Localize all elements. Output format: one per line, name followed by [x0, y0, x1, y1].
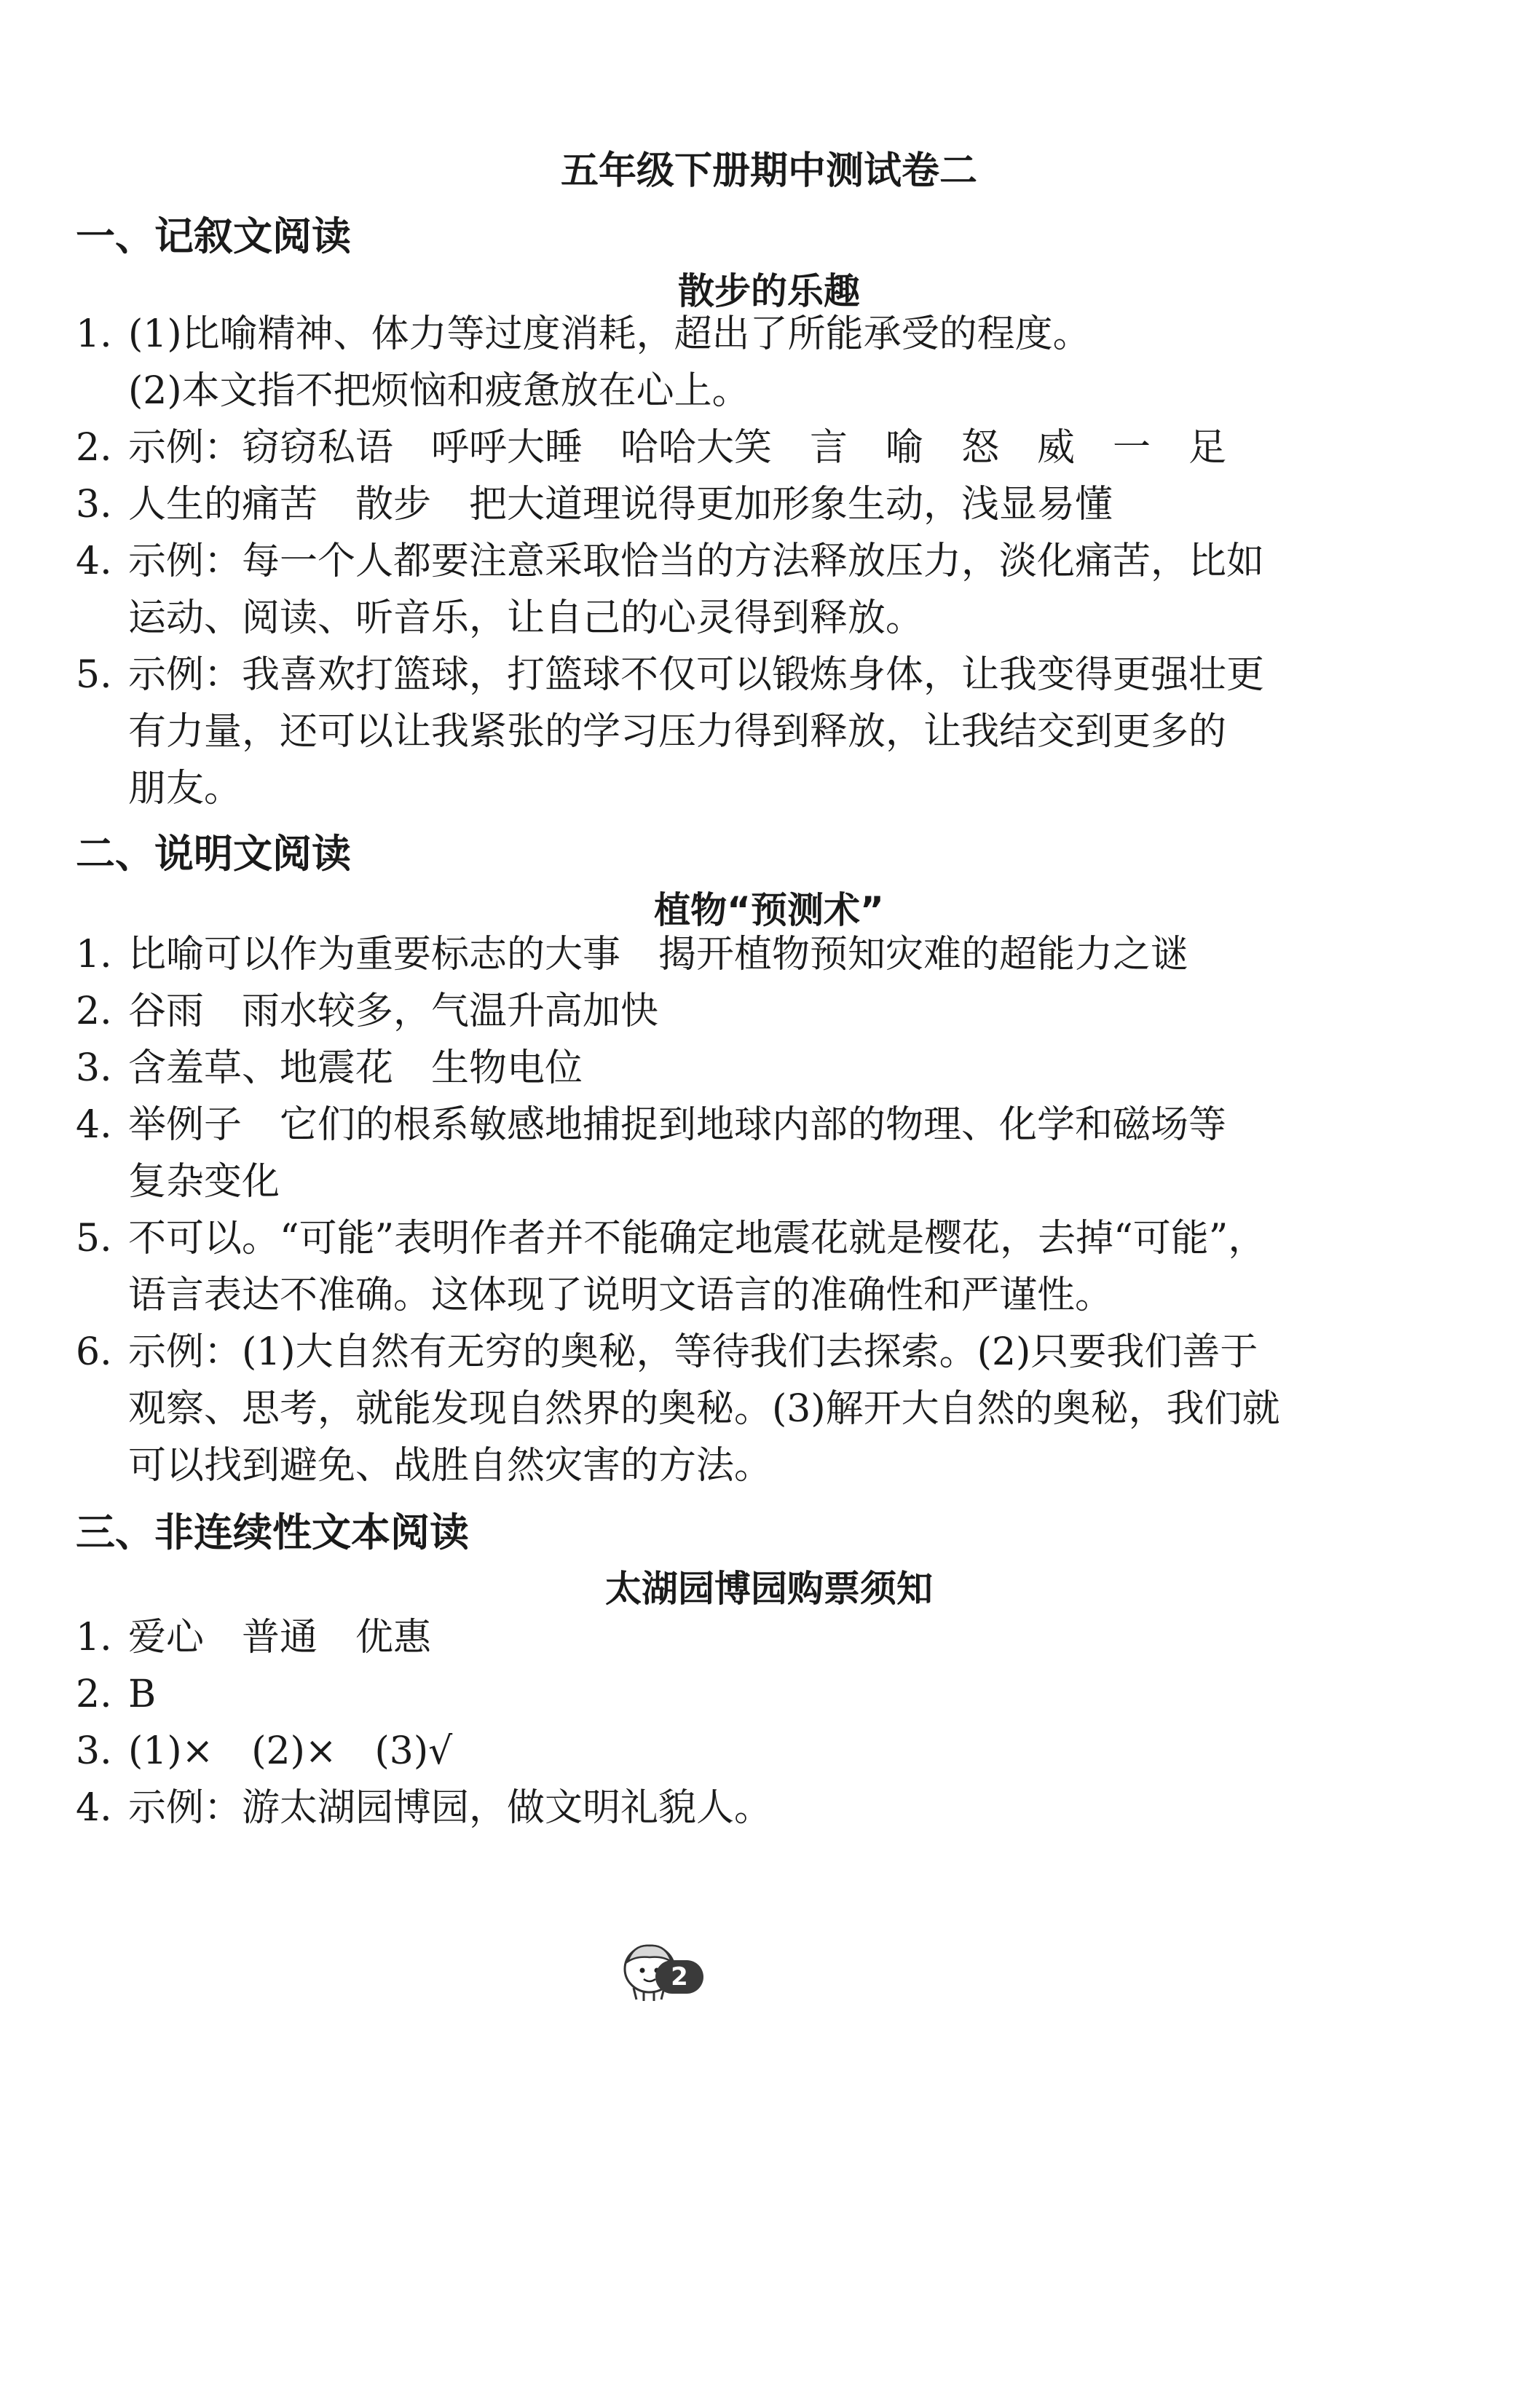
answer-number: 3. — [76, 1729, 112, 1773]
answer-item — [76, 926, 1328, 983]
answer-line: 人生的痛苦 散步 把大道理说得更加形象生动，浅显易懂 — [128, 483, 1113, 526]
answer-item — [76, 1666, 1328, 1723]
section-subtitle-noncontinuous: 太湖园博园购票须知 — [605, 1568, 933, 1610]
answer-item — [76, 1723, 1328, 1780]
answer-line: (2)本文指不把烦恼和疲惫放在心上。 — [128, 369, 750, 413]
answer-number: 2. — [76, 426, 112, 470]
answer-line: 示例：我喜欢打篮球，打篮球不仅可以锻炼身体，让我变得更强壮更 — [128, 653, 1265, 697]
answer-number: 2. — [76, 990, 112, 1033]
answer-number: 1. — [76, 312, 112, 356]
answer-line: 示例：每一个人都要注意采取恰当的方法释放压力，淡化痛苦，比如 — [128, 540, 1265, 583]
answer-line: 示例：(1)大自然有无穷的奥秘，等待我们去探索。(2)只要我们善于 — [128, 1330, 1258, 1374]
answer-line: 语言表达不准确。这体现了说明文语言的准确性和严谨性。 — [128, 1274, 1113, 1317]
answer-item — [76, 533, 1328, 647]
answer-line: 可以找到避免、战胜自然灾害的方法。 — [128, 1444, 773, 1488]
answer-line: 爱心 普通 优惠 — [128, 1616, 432, 1659]
answer-number: 1. — [76, 1616, 112, 1659]
answer-item — [76, 1324, 1328, 1494]
answer-line: 复杂变化 — [128, 1160, 280, 1204]
answer-number: 3. — [76, 483, 112, 526]
answer-item — [76, 1780, 1328, 1836]
answer-line: (1)× (2)× (3)√ — [128, 1729, 453, 1773]
answer-line: 举例子 它们的根系敏感地捕捉到地球内部的物理、化学和磁场等 — [128, 1103, 1227, 1147]
answer-line: 不可以。“可能”表明作者并不能确定地震花就是樱花，去掉“可能”， — [128, 1217, 1266, 1260]
answer-number: 1. — [76, 933, 112, 976]
answer-line: B — [128, 1673, 157, 1716]
answer-number: 5. — [76, 1217, 112, 1260]
section-heading-noncontinuous: 三、非连续性文本阅读 — [76, 1509, 469, 1555]
answer-item — [76, 476, 1328, 533]
answer-line: 观察、思考，就能发现自然界的奥秘。(3)解开大自然的奥秘，我们就 — [128, 1387, 1280, 1431]
answer-line: 有力量，还可以让我紧张的学习压力得到释放，让我结交到更多的 — [128, 710, 1227, 754]
answer-line: 比喻可以作为重要标志的大事 揭开植物预知灾难的超能力之谜 — [128, 933, 1189, 976]
answer-number: 6. — [76, 1330, 112, 1374]
answer-number: 3. — [76, 1046, 112, 1090]
answer-line: 示例：游太湖园博园，做文明礼貌人。 — [128, 1786, 773, 1830]
answer-number: 4. — [76, 540, 112, 583]
section-subtitle-narrative: 散步的乐趣 — [678, 270, 860, 312]
answer-line: 谷雨 雨水较多，气温升高加快 — [128, 990, 659, 1033]
answer-item — [76, 306, 1328, 419]
answer-item — [76, 647, 1328, 817]
answer-number: 2. — [76, 1673, 112, 1716]
answer-number: 4. — [76, 1103, 112, 1147]
page-number-badge: 2 — [655, 1960, 703, 1994]
answer-line: 含羞草、地震花 生物电位 — [128, 1046, 583, 1090]
section-heading-expository: 二、说明文阅读 — [76, 831, 351, 877]
answer-number: 5. — [76, 653, 112, 697]
answer-line: 示例：窃窃私语 呼呼大睡 哈哈大笑 言 喻 怒 威 一 足 — [128, 426, 1227, 470]
answer-line: 运动、阅读、听音乐，让自己的心灵得到释放。 — [128, 596, 924, 640]
answer-item — [76, 419, 1328, 476]
answer-line: 朋友。 — [128, 767, 242, 810]
answer-item — [76, 983, 1328, 1040]
section-subtitle-expository: 植物“预测术” — [654, 889, 884, 931]
answer-item — [76, 1609, 1328, 1666]
section-heading-narrative: 一、记叙文阅读 — [76, 213, 351, 259]
answer-line: (1)比喻精神、体力等过度消耗，超出了所能承受的程度。 — [128, 312, 1091, 356]
answer-item — [76, 1097, 1328, 1210]
answer-item — [76, 1040, 1328, 1097]
answer-number: 4. — [76, 1786, 112, 1830]
page-title: 五年级下册期中测试卷二 — [560, 149, 977, 193]
answer-item — [76, 1210, 1328, 1324]
